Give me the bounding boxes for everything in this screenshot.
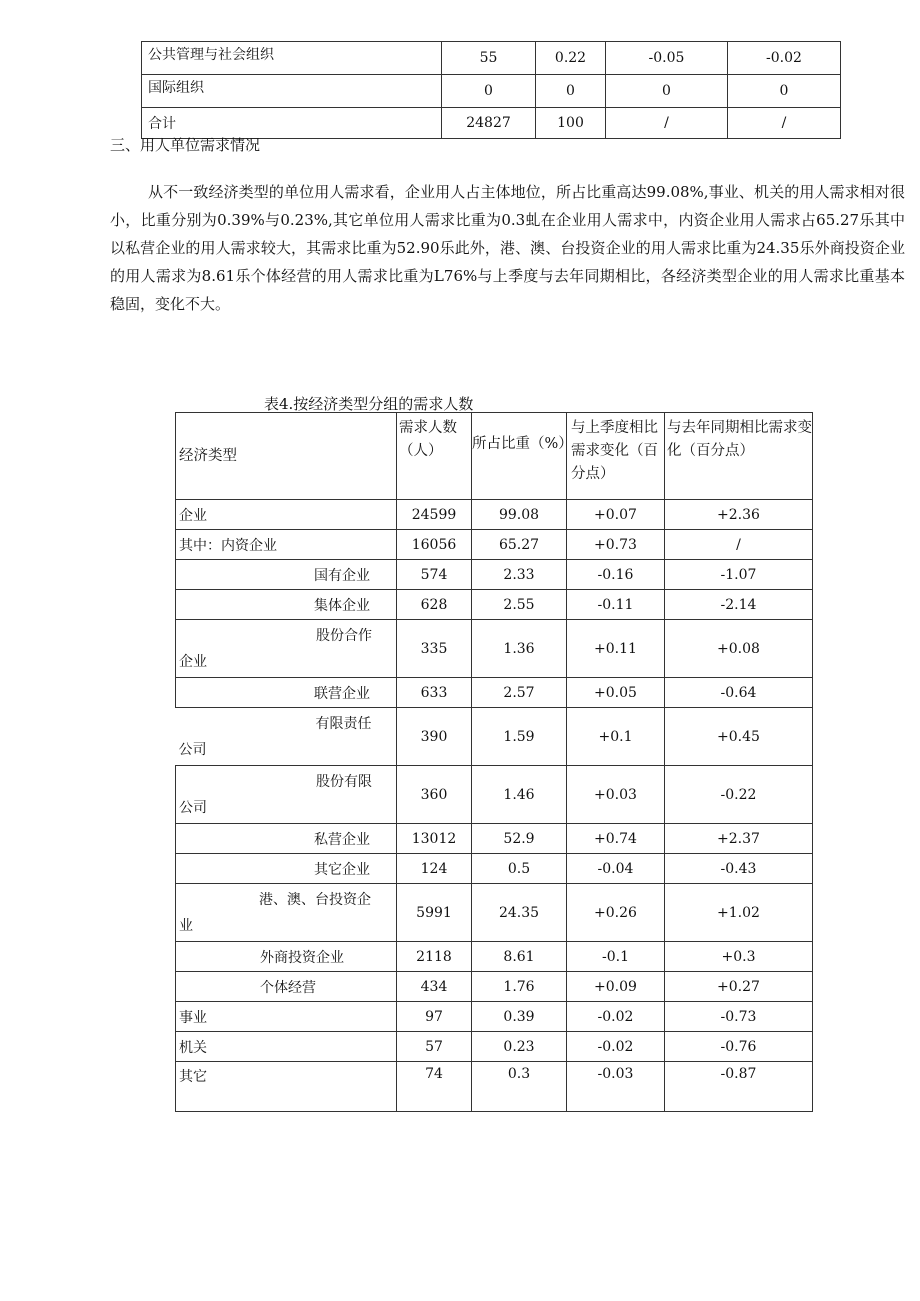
header-share: 所占比重（%） [472, 413, 567, 500]
table-row [176, 854, 813, 884]
cell-yoy: -1.07 [665, 560, 813, 590]
table-row [176, 1002, 813, 1032]
cell-count: 360 [397, 766, 472, 824]
cell-qoq: +0.11 [567, 620, 665, 678]
header-yoy-change: 与去年同期相比需求变化（百分点） [665, 413, 813, 500]
cell-share: 1.76 [472, 972, 567, 1002]
cell-yoy: 0 [728, 75, 841, 108]
cell-share: 52.9 [472, 824, 567, 854]
cell-qoq: -0.04 [567, 854, 665, 884]
cell-share: 99.08 [472, 500, 567, 530]
cell-count: 24827 [442, 108, 536, 139]
row-name-line2: 业 [179, 917, 193, 934]
table-row [176, 530, 813, 560]
cell-qoq: +0.73 [567, 530, 665, 560]
table-caption: 表4.按经济类型分组的需求人数 [264, 395, 474, 413]
cell-count: 24599 [397, 500, 472, 530]
row-name: 个体经营 [176, 972, 397, 1002]
header-qoq-change: 与上季度相比需求变化（百分点） [567, 413, 665, 500]
table-row [176, 1062, 813, 1112]
row-name [176, 766, 397, 824]
row-name: 外商投资企业 [176, 942, 397, 972]
cell-qoq: -0.11 [567, 590, 665, 620]
row-label: 合计 [142, 108, 442, 139]
cell-yoy: -0.22 [665, 766, 813, 824]
cell-qoq: -0.05 [606, 42, 728, 75]
cell-count: 13012 [397, 824, 472, 854]
cell-qoq: +0.26 [567, 884, 665, 942]
row-name: 事业 [176, 1002, 397, 1032]
row-name: 集体企业 [176, 590, 397, 620]
industry-table-continuation [141, 41, 841, 139]
cell-count: 55 [442, 42, 536, 75]
cell-yoy: / [665, 530, 813, 560]
cell-share: 0 [536, 75, 606, 108]
cell-count: 434 [397, 972, 472, 1002]
table-row [176, 708, 813, 766]
cell-yoy: -0.43 [665, 854, 813, 884]
row-name: 联营企业 [176, 678, 397, 708]
row-name: 其它 [176, 1062, 397, 1112]
row-name: 其它企业 [176, 854, 397, 884]
cell-share: 1.59 [472, 708, 567, 766]
table-row [176, 824, 813, 854]
cell-yoy: +0.45 [665, 708, 813, 766]
cell-count: 124 [397, 854, 472, 884]
row-name [176, 884, 397, 942]
row-name-line1: 股份合作 [316, 627, 372, 644]
row-label: 公共管理与社会组织 [142, 42, 442, 75]
cell-yoy: +2.37 [665, 824, 813, 854]
cell-count: 74 [397, 1062, 472, 1112]
table-row [176, 766, 813, 824]
cell-yoy: +0.27 [665, 972, 813, 1002]
table-row [176, 500, 813, 530]
cell-share: 0.22 [536, 42, 606, 75]
cell-yoy: -0.87 [665, 1062, 813, 1112]
cell-count: 0 [442, 75, 536, 108]
cell-qoq: -0.1 [567, 942, 665, 972]
cell-qoq: +0.74 [567, 824, 665, 854]
cell-qoq: +0.09 [567, 972, 665, 1002]
table-row [176, 560, 813, 590]
section-heading: 三、用人单位需求情况 [110, 136, 261, 154]
row-name: 其中：内资企业 [176, 530, 397, 560]
table-row [142, 42, 841, 75]
row-name: 企业 [176, 500, 397, 530]
cell-share: 65.27 [472, 530, 567, 560]
body-paragraph: 从不一致经济类型的单位用人需求看，企业用人占主体地位，所占比重高达99.08%,事业、机关的用人需求相对很小，比重分别为0.39%与0.23%,其它单位用人需求比重为0.3虬在企业用人需求中，内资企业用人需求占65.27乐其中以私营企业的用人需求较大，其需求比重为52.90乐此外，港、澳、台投资企业的用人需求比重为24.35乐外商投资企业的用人需求为8.61乐个体经营的用人需求比重为L76%与上季度与去年同期相比，各经济类型企业的用人需求比重基本稳固，变化不大。 [110, 183, 905, 313]
cell-yoy: -0.64 [665, 678, 813, 708]
cell-yoy: +0.08 [665, 620, 813, 678]
table-row [176, 620, 813, 678]
row-name-line1: 港、澳、台投资企 [259, 891, 371, 908]
cell-yoy: -0.76 [665, 1032, 813, 1062]
cell-qoq: +0.03 [567, 766, 665, 824]
row-name [176, 620, 397, 678]
table-row [176, 590, 813, 620]
cell-share: 1.46 [472, 766, 567, 824]
cell-yoy: -0.02 [728, 42, 841, 75]
table-row [176, 942, 813, 972]
table-row [176, 1032, 813, 1062]
table-row [176, 972, 813, 1002]
cell-share: 100 [536, 108, 606, 139]
cell-yoy: / [728, 108, 841, 139]
cell-count: 335 [397, 620, 472, 678]
row-name-line2: 公司 [179, 799, 207, 816]
cell-yoy: -2.14 [665, 590, 813, 620]
header-economic-type: 经济类型 [176, 413, 397, 500]
cell-count: 57 [397, 1032, 472, 1062]
table-row [176, 884, 813, 942]
cell-qoq: -0.02 [567, 1032, 665, 1062]
cell-yoy: -0.73 [665, 1002, 813, 1032]
cell-count: 16056 [397, 530, 472, 560]
cell-qoq: -0.16 [567, 560, 665, 590]
cell-count: 5991 [397, 884, 472, 942]
cell-qoq: +0.07 [567, 500, 665, 530]
table-row [142, 75, 841, 108]
cell-count: 390 [397, 708, 472, 766]
row-name: 国有企业 [176, 560, 397, 590]
cell-qoq: / [606, 108, 728, 139]
cell-count: 97 [397, 1002, 472, 1032]
cell-yoy: +2.36 [665, 500, 813, 530]
row-name: 私营企业 [176, 824, 397, 854]
cell-share: 0.39 [472, 1002, 567, 1032]
row-name [176, 708, 397, 766]
cell-qoq: -0.02 [567, 1002, 665, 1032]
cell-count: 628 [397, 590, 472, 620]
cell-qoq: -0.03 [567, 1062, 665, 1112]
cell-count: 633 [397, 678, 472, 708]
cell-qoq: 0 [606, 75, 728, 108]
cell-qoq: +0.1 [567, 708, 665, 766]
cell-share: 8.61 [472, 942, 567, 972]
cell-share: 24.35 [472, 884, 567, 942]
cell-share: 1.36 [472, 620, 567, 678]
table-header-row [176, 413, 813, 500]
header-demand-count: 需求人数（人） [397, 413, 472, 500]
cell-count: 574 [397, 560, 472, 590]
cell-share: 2.57 [472, 678, 567, 708]
cell-share: 2.55 [472, 590, 567, 620]
row-label: 国际组织 [142, 75, 442, 108]
row-name-line1: 有限责任 [315, 715, 372, 732]
cell-share: 0.5 [472, 854, 567, 884]
cell-yoy: +0.3 [665, 942, 813, 972]
cell-count: 2118 [397, 942, 472, 972]
cell-share: 0.23 [472, 1032, 567, 1062]
row-name-line2: 公司 [178, 741, 207, 758]
table-row [176, 678, 813, 708]
economic-type-demand-table [175, 412, 813, 1112]
cell-yoy: +1.02 [665, 884, 813, 942]
cell-qoq: +0.05 [567, 678, 665, 708]
row-name-line2: 企业 [179, 653, 207, 670]
cell-share: 0.3 [472, 1062, 567, 1112]
row-name-line1: 股份有限 [316, 773, 372, 790]
cell-share: 2.33 [472, 560, 567, 590]
row-name: 机关 [176, 1032, 397, 1062]
